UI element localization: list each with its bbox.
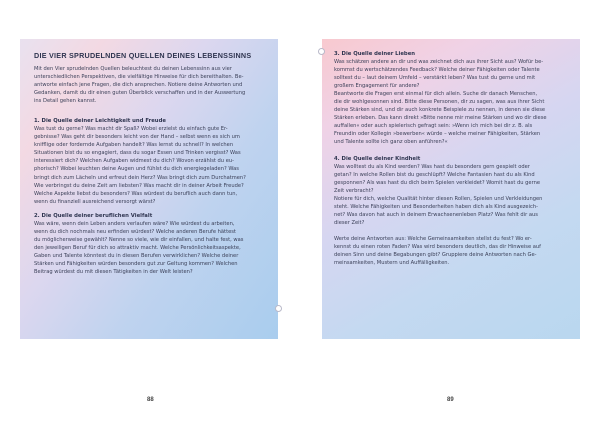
page-number: 89 xyxy=(447,397,454,403)
section-heading-2: 2. Die Quelle deiner beruflichen Vielfalt xyxy=(34,212,153,219)
section-paragraph-3 xyxy=(334,58,570,147)
text-line: meinsamkeiten, Mustern und Auffälligkeiten. xyxy=(334,260,450,267)
section-heading-1: 1. Die Quelle deiner Leichtigkeit und Freude xyxy=(34,118,166,125)
text-line: unterschiedlichen Perspektiven, die vielfältige Hinweise für dich bereithalten. Be- xyxy=(34,74,244,81)
text-line: gesponnen? Als was hast du dich beim Spielen verkleidet? Womit hast du gerne xyxy=(334,179,541,186)
right-gradient-panel xyxy=(322,39,580,339)
text-line: auffallen« oder auch spielerisch gefragt sein: »Wenn ich mich bei dir z. B. als xyxy=(334,123,533,130)
text-line: Gedanken, damit du dir einen guten Überblick verschaffen und in der Auswertung xyxy=(34,90,246,97)
text-line: bringt dich zum Lächeln und erfreut dein Herz? Was bringt dich zum Durchatmen? xyxy=(34,174,246,181)
text-line: Was schätzen andere an dir und was zeichnet dich aus ihrer Sicht aus? Wofür be- xyxy=(334,59,544,65)
text-line: und Talente sollte ich ganz oben anführen?« xyxy=(334,139,448,146)
section-paragraph-1 xyxy=(34,125,266,205)
text-line: den jeweiligen Beruf für dich so attraktiv macht. Welche Persönlichkeitsaspekte, xyxy=(34,244,241,251)
text-line: phorisch? Wobei leuchten deine Augen und fühlst du dich energiegeladen? Was xyxy=(34,166,239,173)
text-line: Mit den Vier sprudelnden Quellen beleuchtest du deinen Lebenssinn aus vier xyxy=(34,66,232,72)
text-line: Beitrag würdest du mit diesen Tätigkeiten in der Welt leisten? xyxy=(34,268,193,275)
text-line: deine Stärken sind, und dir auch konkrete Beispiele zu nennen, in denen sie diese xyxy=(334,107,546,114)
page-edge-marker xyxy=(318,48,325,55)
text-line: interessiert dich? Welchen Aufgaben widmest du dich? Wovon erzählst du eu- xyxy=(34,158,234,165)
right-page xyxy=(300,0,600,427)
text-line: Was wolltest du als Kind werden? Was hast du besonders gern gespielt oder xyxy=(334,163,530,170)
text-line: Wie verbringst du deine Zeit am liebsten? Was macht dir in deiner Arbeit Freude? xyxy=(34,182,244,189)
section-paragraph-2 xyxy=(34,220,266,276)
section-heading-3: 3. Die Quelle deiner Lieben xyxy=(334,51,416,57)
text-line: Welche Aspekte liebst du besonders? Was würdest du beruflich auch dann tun, xyxy=(34,190,238,197)
text-line: großem Engagement für andere? xyxy=(334,83,420,90)
text-line: Notiere für dich, welche Qualität hinter diesen Rollen, Spielen und Verkleidungen xyxy=(334,195,543,202)
text-line: Stärken erleben. Das kann direkt »Bitte nenne mir meine Stärken und wo dir diese xyxy=(334,115,547,122)
text-line: Was tust du gerne? Was macht dir Spaß? Wobei erzielst du einfach gute Er- xyxy=(34,126,228,133)
text-line: Situationen bist du so engagiert, dass du sogar Essen und Trinken vergisst? Was xyxy=(34,150,241,157)
left-gradient-panel xyxy=(20,39,278,339)
text-line: die dir wohlgesonnen sind. Bitte diese Personen, dir zu sagen, was aus ihrer Sicht xyxy=(334,99,545,106)
text-line: Beantworte die Fragen erst einmal für dich allein. Suche dir danach Menschen, xyxy=(334,91,538,98)
page-edge-marker xyxy=(275,305,282,312)
text-line: deinen Sinn und deine Begabungen gibt? Gruppiere deine Antworten nach Ge- xyxy=(334,251,537,258)
text-line: wenn du finanziell ausreichend versorgt wärst? xyxy=(34,198,156,205)
closing-paragraph xyxy=(334,235,570,267)
text-line: dieser Zeit? xyxy=(334,219,365,226)
text-line: getan? In welche Rollen bist du geschlüpft? Welche Fantasien hast du als Kind xyxy=(334,171,535,178)
text-line: kennst du einen roten Faden? Was wird besonders deutlich, das dir Hinweise auf xyxy=(334,243,541,250)
intro-paragraph xyxy=(34,65,266,105)
text-line: Werte deine Antworten aus: Welche Gemeinsamkeiten stellst du fest? Wo er- xyxy=(334,235,532,242)
text-line: Zeit verbracht? xyxy=(334,187,374,194)
text-line: Gaben und Talente könntest du in diesen Berufen verwirklichen? Welche deiner xyxy=(34,252,239,259)
text-line: net? Was davon hat auch in deinem Erwachsenenleben Platz? Was fehlt dir aus xyxy=(334,211,538,218)
text-line: solltest du – laut deinem Umfeld – verstärkt leben? Was tust du gerne und mit xyxy=(334,75,536,82)
text-line: gebnisse? Was geht dir besonders leicht von der Hand – selbst wenn es sich um xyxy=(34,134,240,141)
page-number: 88 xyxy=(147,397,154,403)
section-heading-4: 4. Die Quelle deiner Kindheit xyxy=(334,155,421,162)
text-line: ins Detail gehen kannst. xyxy=(34,98,97,105)
text-line: du möglicherweise gewählt? Nenne so viele, wie dir einfallen, und halte fest, was xyxy=(34,236,244,243)
section-paragraph-4 xyxy=(334,163,570,227)
text-line: steht. Welche Fähigkeiten und Besonderheiten haben dich als Kind ausgezeich- xyxy=(334,203,538,210)
text-line: antworte einfach jene Fragen, die dich ansprechen. Notiere deine Antworten und xyxy=(34,82,243,89)
text-line: Stärken und Fähigkeiten würden besonders gut zur Geltung kommen? Welchen xyxy=(34,260,238,267)
text-line: kommst du wertschätzendes Feedback? Welche deiner Fähigkeiten oder Talente xyxy=(334,67,540,74)
text-line: Freundin oder Kollegin »bewerben« würde – welche meiner Fähigkeiten, Stärken xyxy=(334,131,541,138)
text-line: knifflige oder fordernde Aufgaben handelt? Was lernst du schnell? In welchen xyxy=(34,142,234,149)
text-line: Was wäre, wenn dein Leben anders verlaufen wäre? Wie würdest du arbeiten, xyxy=(34,220,235,227)
text-line: wenn du dich nochmals neu erfinden würdest? Welche anderen Berufe hättest xyxy=(34,228,236,235)
page-title: DIE VIER SPRUDELNDEN QUELLEN DEINES LEBENSSINNS xyxy=(34,51,252,60)
